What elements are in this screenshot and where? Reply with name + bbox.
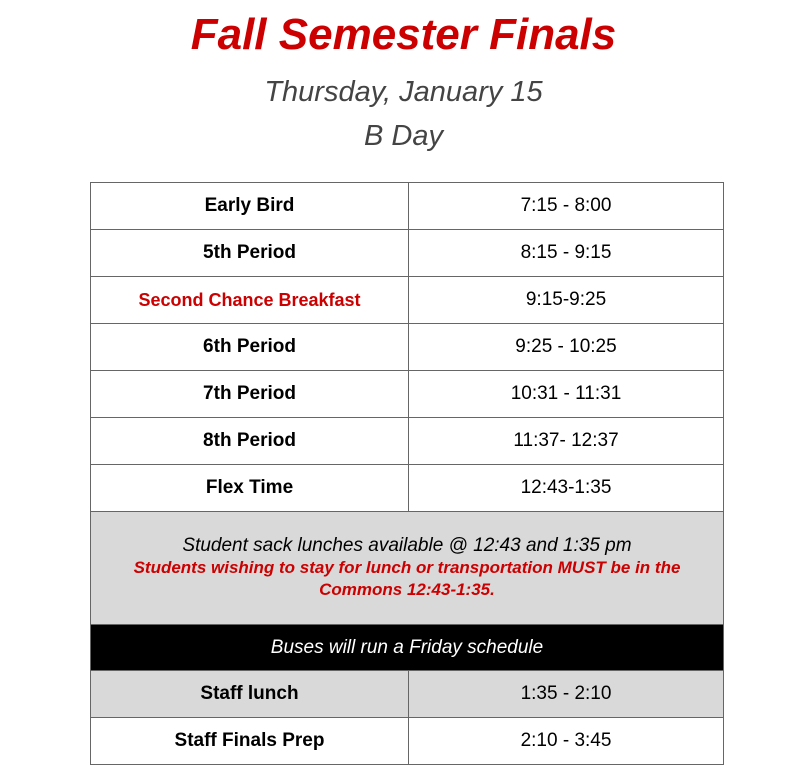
period-label: Flex Time	[91, 465, 409, 512]
period-time: 10:31 - 11:31	[409, 371, 724, 418]
staff-label: Staff lunch	[91, 671, 409, 718]
staff-row	[91, 671, 724, 718]
schedule-row	[91, 465, 724, 512]
staff-time: 2:10 - 3:45	[409, 718, 724, 765]
period-label: 6th Period	[91, 324, 409, 371]
period-label: Early Bird	[91, 183, 409, 230]
staff-time: 1:35 - 2:10	[409, 671, 724, 718]
period-time: 12:43-1:35	[409, 465, 724, 512]
schedule-row	[91, 230, 724, 277]
schedule-row	[91, 324, 724, 371]
bus-banner: Buses will run a Friday schedule	[91, 625, 724, 671]
page-title: Fall Semester Finals	[190, 10, 617, 59]
staff-label: Staff Finals Prep	[91, 718, 409, 765]
period-label: 5th Period	[91, 230, 409, 277]
period-time: 8:15 - 9:15	[409, 230, 724, 277]
period-time: 11:37- 12:37	[409, 418, 724, 465]
lunch-note-row	[91, 512, 724, 625]
day-type: B Day	[364, 120, 443, 152]
lunch-note-main: Student sack lunches available @ 12:43 and 1:35 pm	[182, 535, 632, 556]
period-label: 8th Period	[91, 418, 409, 465]
period-time: 7:15 - 8:00	[409, 183, 724, 230]
schedule-row	[91, 277, 724, 324]
lunch-note-warning: Students wishing to stay for lunch or transportation MUST be in the Commons 12:43-1:35.	[133, 558, 681, 599]
schedule-table	[90, 182, 724, 765]
schedule-row	[91, 418, 724, 465]
exam-date: Thursday, January 15	[264, 76, 543, 108]
period-time: 9:15-9:25	[409, 277, 724, 324]
schedule-row	[91, 371, 724, 418]
period-time: 9:25 - 10:25	[409, 324, 724, 371]
staff-row	[91, 718, 724, 765]
bus-banner-row	[91, 625, 724, 671]
lunch-note	[91, 512, 724, 625]
period-label: Second Chance Breakfast	[91, 277, 409, 324]
schedule-row	[91, 183, 724, 230]
period-label: 7th Period	[91, 371, 409, 418]
